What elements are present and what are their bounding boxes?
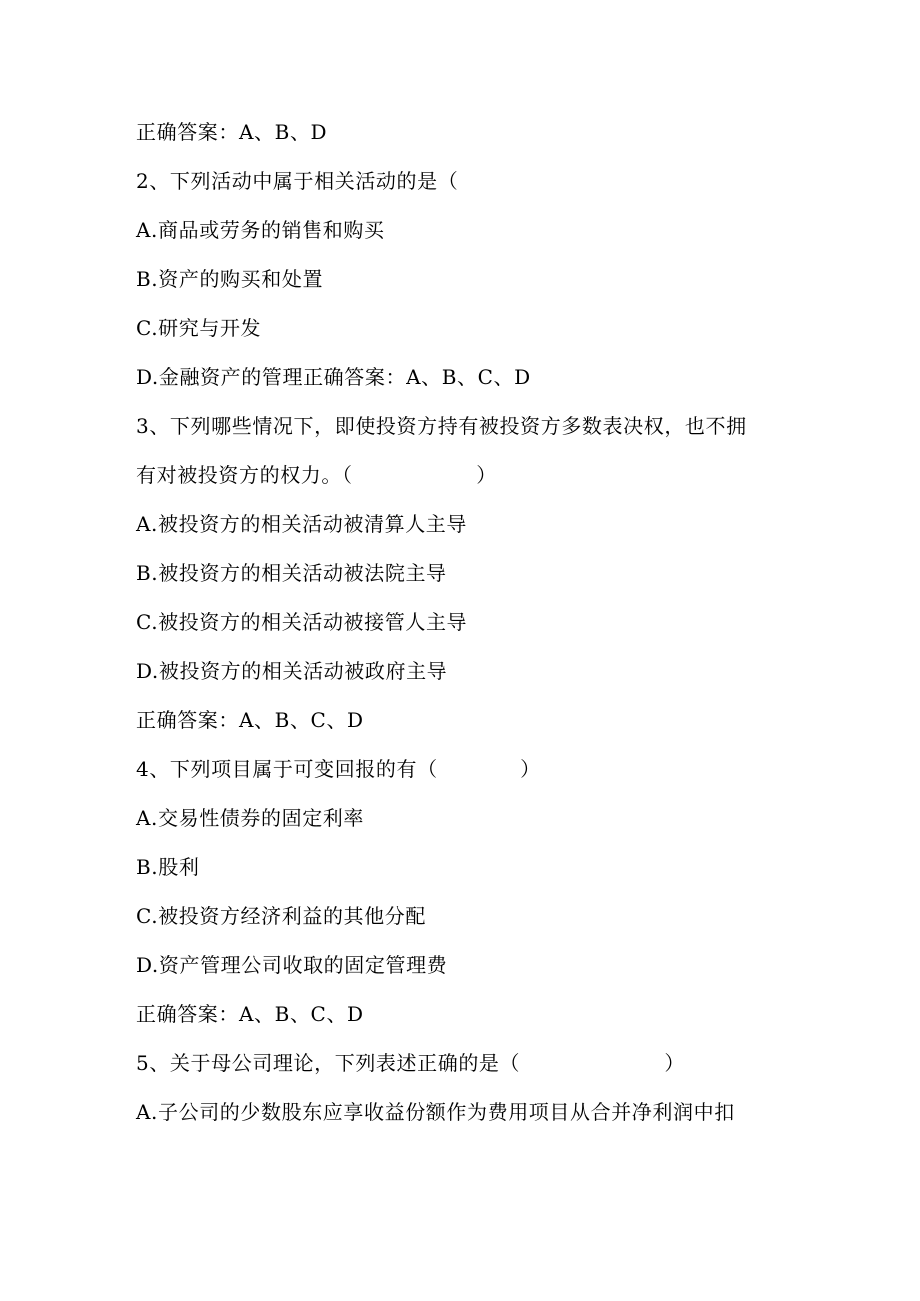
answer-line-1: 正确答案：A、B、D bbox=[136, 120, 328, 144]
option-2d-with-answer: D.金融资产的管理正确答案：A、B、C、D bbox=[136, 365, 531, 389]
option-3b: B.被投资方的相关活动被法院主导 bbox=[136, 561, 447, 585]
option-2b: B.资产的购买和处置 bbox=[136, 267, 324, 291]
option-3c: C.被投资方的相关活动被接管人主导 bbox=[136, 610, 468, 634]
question-3-line-1: 3、下列哪些情况下，即使投资方持有被投资方多数表决权，也不拥 bbox=[136, 414, 747, 438]
option-4c: C.被投资方经济利益的其他分配 bbox=[136, 904, 426, 928]
answer-line-4: 正确答案：A、B、C、D bbox=[136, 1002, 364, 1026]
option-3d: D.被投资方的相关活动被政府主导 bbox=[136, 659, 448, 683]
option-4a: A.交易性债券的固定利率 bbox=[136, 806, 365, 830]
question-2: 2、下列活动中属于相关活动的是（ bbox=[136, 169, 459, 193]
question-3-line-2: 有对被投资方的权力。（ ） bbox=[136, 463, 497, 487]
option-4d: D.资产管理公司收取的固定管理费 bbox=[136, 953, 448, 977]
option-5a: A.子公司的少数股东应享收益份额作为费用项目从合并净利润中扣 bbox=[136, 1100, 735, 1124]
option-2c: C.研究与开发 bbox=[136, 316, 262, 340]
answer-line-3: 正确答案：A、B、C、D bbox=[136, 708, 364, 732]
question-4: 4、下列项目属于可变回报的有（ ） bbox=[136, 757, 541, 781]
option-3a: A.被投资方的相关活动被清算人主导 bbox=[136, 512, 468, 536]
question-5: 5、关于母公司理论，下列表述正确的是（ ） bbox=[136, 1051, 685, 1075]
option-4b: B.股利 bbox=[136, 855, 200, 879]
option-2a: A.商品或劳务的销售和购买 bbox=[136, 218, 385, 242]
